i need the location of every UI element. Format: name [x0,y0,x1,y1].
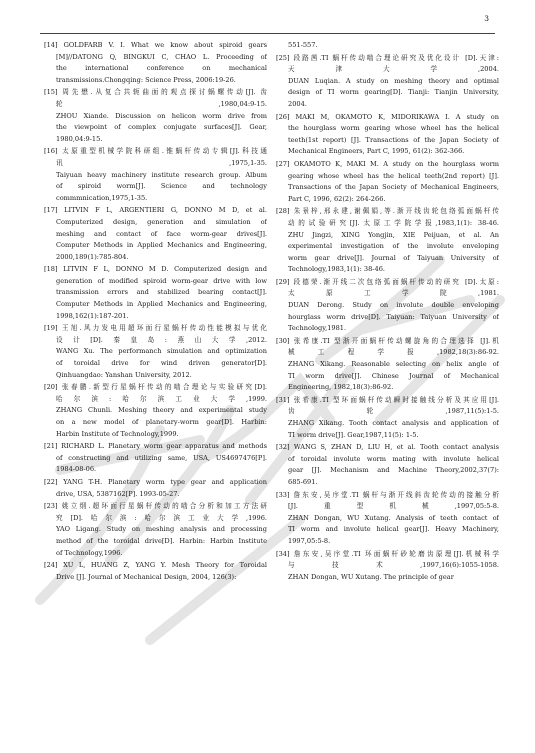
reference-entry [44,441,267,476]
reference-entry [276,442,499,488]
reference-line: [14] GOLDFARB V. I. What we know about spiroid gears [44,41,267,49]
reference-line: Drive [J]. Journal of Mechanical Design, 2004, 126(3): [56,572,237,581]
reference-line: WANG Xu. The performanch simulation and optimization [56,347,267,356]
reference-line: [20] 张春鹏.新型行星蜗杆传动的啮合理论与实验研究[D]. [44,383,267,392]
reference-line: 究[D].哈尔滨:哈尔滨工业大学,1996. [56,513,267,522]
reference-line: YAO Ligang. Study on meshing analysis and processing [56,525,267,534]
reference-line: worm gear drive[J]. Journal of Taiyuan University of [288,253,499,262]
reference-entry [44,40,267,86]
reference-line: [19] 王旭.风力发电用超环面行星蜗杆传动性能模拟与优化 [44,324,267,333]
reference-line: generation of modified spiroid worm-gear drive with low [56,276,267,285]
reference-line: drive, USA, 5387162[P]. 1993-05-27. [56,489,180,498]
header-rule [40,33,495,34]
reference-line: of constructing and utilizing same, USA, US4697476[P]. [56,453,267,462]
reference-line: [32] WANG S, ZHAN D, LIU H, et al. Tooth contact analysis [276,443,499,452]
reference-line: 太原工学院,1981. [288,289,499,298]
reference-line: on a new model of planetary-worm gear[D]. Harbin: [56,418,267,426]
reference-line: 讯,1975,1-35. [56,158,267,167]
reference-line: 哈尔滨:哈尔滨工业大学,1999. [56,394,267,403]
reference-line: transmission errors and stabilized bearing contact[J]. [56,288,267,297]
reference-line: [31] 张希康.TI 型环面蜗杆传动瞬时接触线分析及其应用[J]. [276,395,499,404]
reference-entry [276,53,499,111]
reference-line: 1998,162(1):187-201. [56,311,129,320]
reference-line: ZHU Jingzi, XING Yongjin, XIE Peijuan, et al. An [288,230,499,239]
reference-line: of toroidal drive for wind driven generator[D]. [56,359,267,368]
reference-line: Computerized design, generation and simulation of [56,217,267,226]
reference-line: experimental investigation of the involute enveloping [288,242,499,251]
reference-line: Qinhuangdao: Yanshan University, 2012. [56,370,192,379]
reference-line: Computer Methods in Applied Mechanics and Engineering, [56,300,267,309]
reference-line: 2004. [288,99,307,108]
reference-line: 2000,189(1):785-804. [56,252,129,261]
reference-entry [44,323,267,381]
reference-line: 1984-08-06. [56,465,97,474]
reference-line: [25] 段路茜.TI 蜗杆传动啮合理论研究及优化设计 [D].天津: [276,53,499,62]
reference-entry [276,206,499,276]
reference-line: [J].重型机械,1997,05:5-8. [288,502,499,511]
reference-line: [26] MAKI M, OKAMOTO K, MIDORIKAWA I. A study on [276,112,499,121]
reference-line: [22] YANG T-H. Planetary worm type gear and application [44,477,267,486]
reference-line: ZHANG Xikang. Reasonable selecting on helix angle of [288,360,499,369]
reference-line: ZHAN Dongan, WU Xutang. The principle of gear [288,572,454,581]
reference-line: Technology,1981. [288,324,347,333]
reference-line: 械工程学报,1982,18(3):86-92. [288,348,499,357]
reference-column-right [276,40,499,584]
reference-line: 天津大学,2004. [288,65,499,74]
reference-line: method of the toroidal drive[D]. Harbin: Harbin Institute [56,536,267,545]
reference-entry [44,501,267,559]
reference-line: of spiroid worm[J]. Science and technology [56,182,267,191]
reference-line: hourglass worm drive[D]. Taiyuan: Taiyuan University of [288,312,499,321]
reference-line: [16] 太原重型机械学院科研组.锥蜗杆传动专辑[J].科技通 [44,147,267,156]
reference-line: Computer Methods in Applied Mechanics and Engineering, [56,241,267,250]
reference-line: Taiyuan heavy machinery institute research group. Album [56,170,267,179]
reference-line: meshing and contact of face worm-gear drives[J]. [56,229,267,238]
reference-line: [30] 张希康.TI 型渐开面蜗杆传动螺旋角的合理选择 [J].机 [276,336,499,345]
reference-line: [17] LITVIN F L, ARGENTIERI G, DONNO M D, et al. [44,206,267,215]
reference-line: the international conference on mechanical [56,64,267,73]
reference-line: [27] OKAMOTO K, MAKI M. A study on the hourglass worm [276,159,499,168]
reference-line: 轮,1980,04:9-15. [56,99,267,108]
reference-line: gearing whose wheel has the helical teeth(2nd report) [J]. [288,171,499,180]
reference-line: teeth(1st report) [J]. Transactions of the Japan Society of [288,135,499,144]
reference-entry [44,205,267,263]
reference-line: of Technology,1996. [56,548,123,557]
reference-entry [44,560,267,583]
page-number: 3 [484,14,489,23]
reference-entry [276,40,499,52]
reference-entry [276,159,499,205]
reference-entry [276,336,499,394]
reference-line: 1997,05:5-8. [288,536,331,545]
reference-entry [44,382,267,440]
reference-line: 动的试验研究[J].太原工学院学报,1983,1(1): 38-46. [288,218,499,227]
reference-line: DUAN Luqian. A study on meshing theory and optimal [288,76,499,85]
reference-line: [33] 詹东安,吴序堂.TI 蜗杆与渐开线斜齿轮传动的接触分析 [276,490,499,499]
reference-entry [44,87,267,145]
reference-line: 齿轮,1987,11(5):1-5. [288,407,499,416]
reference-line: [21] RICHARD L. Planetary worm gear apparatus and methods [44,442,267,451]
reference-line: TI worm drive[J]. Gear,1987,11(5): 1-5. [288,430,419,439]
reference-line: Engineering, 1982,18(3):86-92. [288,383,394,392]
reference-line: transmissions.Chongqing: Science Press, 2006:19-26. [56,75,236,84]
reference-column-left [44,40,267,584]
reference-line: Harbin Institute of Technology,1999. [56,429,179,438]
reference-line: ZHANG Xikang. Tooth contact analysis and application of [288,419,499,427]
reference-entry [44,146,267,204]
reference-line: 685-691. [288,477,318,486]
reference-line: TI worm and involute helical gear[J]. Heavy Machinery, [288,525,499,534]
reference-line: 1980,04:9-15. [56,134,103,143]
reference-entry [44,264,267,322]
reference-line: 551-557. [288,41,318,49]
reference-entry [44,477,267,500]
reference-line: ZHOU Xiande. Discussion on helicon worm drive from [56,111,267,120]
reference-line: [18] LITVIN F L, DONNO M D. Computerized design and [44,265,267,274]
reference-line: Transactions of the Japan Society of Mechanical Engineers, [288,183,499,192]
reference-line: of toroidal involute worm mating with involute helical [288,454,499,463]
reference-line: Mechanical Engineers, Part C, 1995, 61(2): 362-366. [288,147,465,156]
reference-line: ZHANG Chunli. Meshing theory and experimental study [56,406,267,415]
reference-entry [276,490,499,548]
reference-line: the viewpoint of complex conjugate surfaces[J]. Gear, [56,123,267,132]
reference-line: design of TI worm gearing[D]. Tianji: Tianjin University, [288,88,499,97]
reference-line: [24] XU L, HUANG Z, YANG Y. Mesh Theory for Toroidal [44,561,267,570]
reference-line: Technology,1983,1(1): 38-46. [288,265,386,274]
reference-line: ZHAN Dongan, WU Xutang. Analysis of teeth contact of [288,513,499,522]
reference-line: 设计[D].秦皇岛:燕山大学,2012. [56,335,267,344]
reference-line: Part C, 1996, 62(2): 264-266. [288,194,386,203]
reference-line: [28] 朱景梓,邢永建,谢佩娟,等.渐开线齿轮包络弧面蜗杆传 [276,207,499,216]
reference-line: [23] 姚立纲.超环面行星蜗杆传动的啮合分析和加工方法研 [44,502,267,511]
reference-line: commmnication,1975,1-35. [56,193,148,202]
reference-line: [34] 詹东安,吴序堂.TI 环面蜗杆砂轮磨齿原理[J].机械科学 [276,549,499,558]
reference-line: [15] 周先懋.从复合共轭曲面的观点探讨蜗螺传动[J]. 齿 [44,88,267,97]
reference-entry [276,112,499,158]
reference-line: [M]//DATONG Q, BINGKUI C, CHAO L. Proceeding of [56,52,267,61]
reference-entry [276,277,499,335]
reference-entry [276,549,499,584]
reference-line: DUAN Derong. Study on involute double enveloping [288,301,499,310]
reference-line: the hourglass worm gearing whose wheel has the helical [288,124,499,133]
reference-entry [276,395,499,441]
reference-line: TI worm drive[J]. Chinese Journal of Mechanical [288,371,499,380]
reference-line: 与技术,1997,16(6):1055-1058. [288,561,499,570]
reference-line: [29] 段德荣.渐开线二次包络弧面蜗杆传动的研究 [D].太原: [276,277,499,286]
reference-line: gear [J]. Mechanism and Machine Theory,2002,37(7): [288,466,499,475]
